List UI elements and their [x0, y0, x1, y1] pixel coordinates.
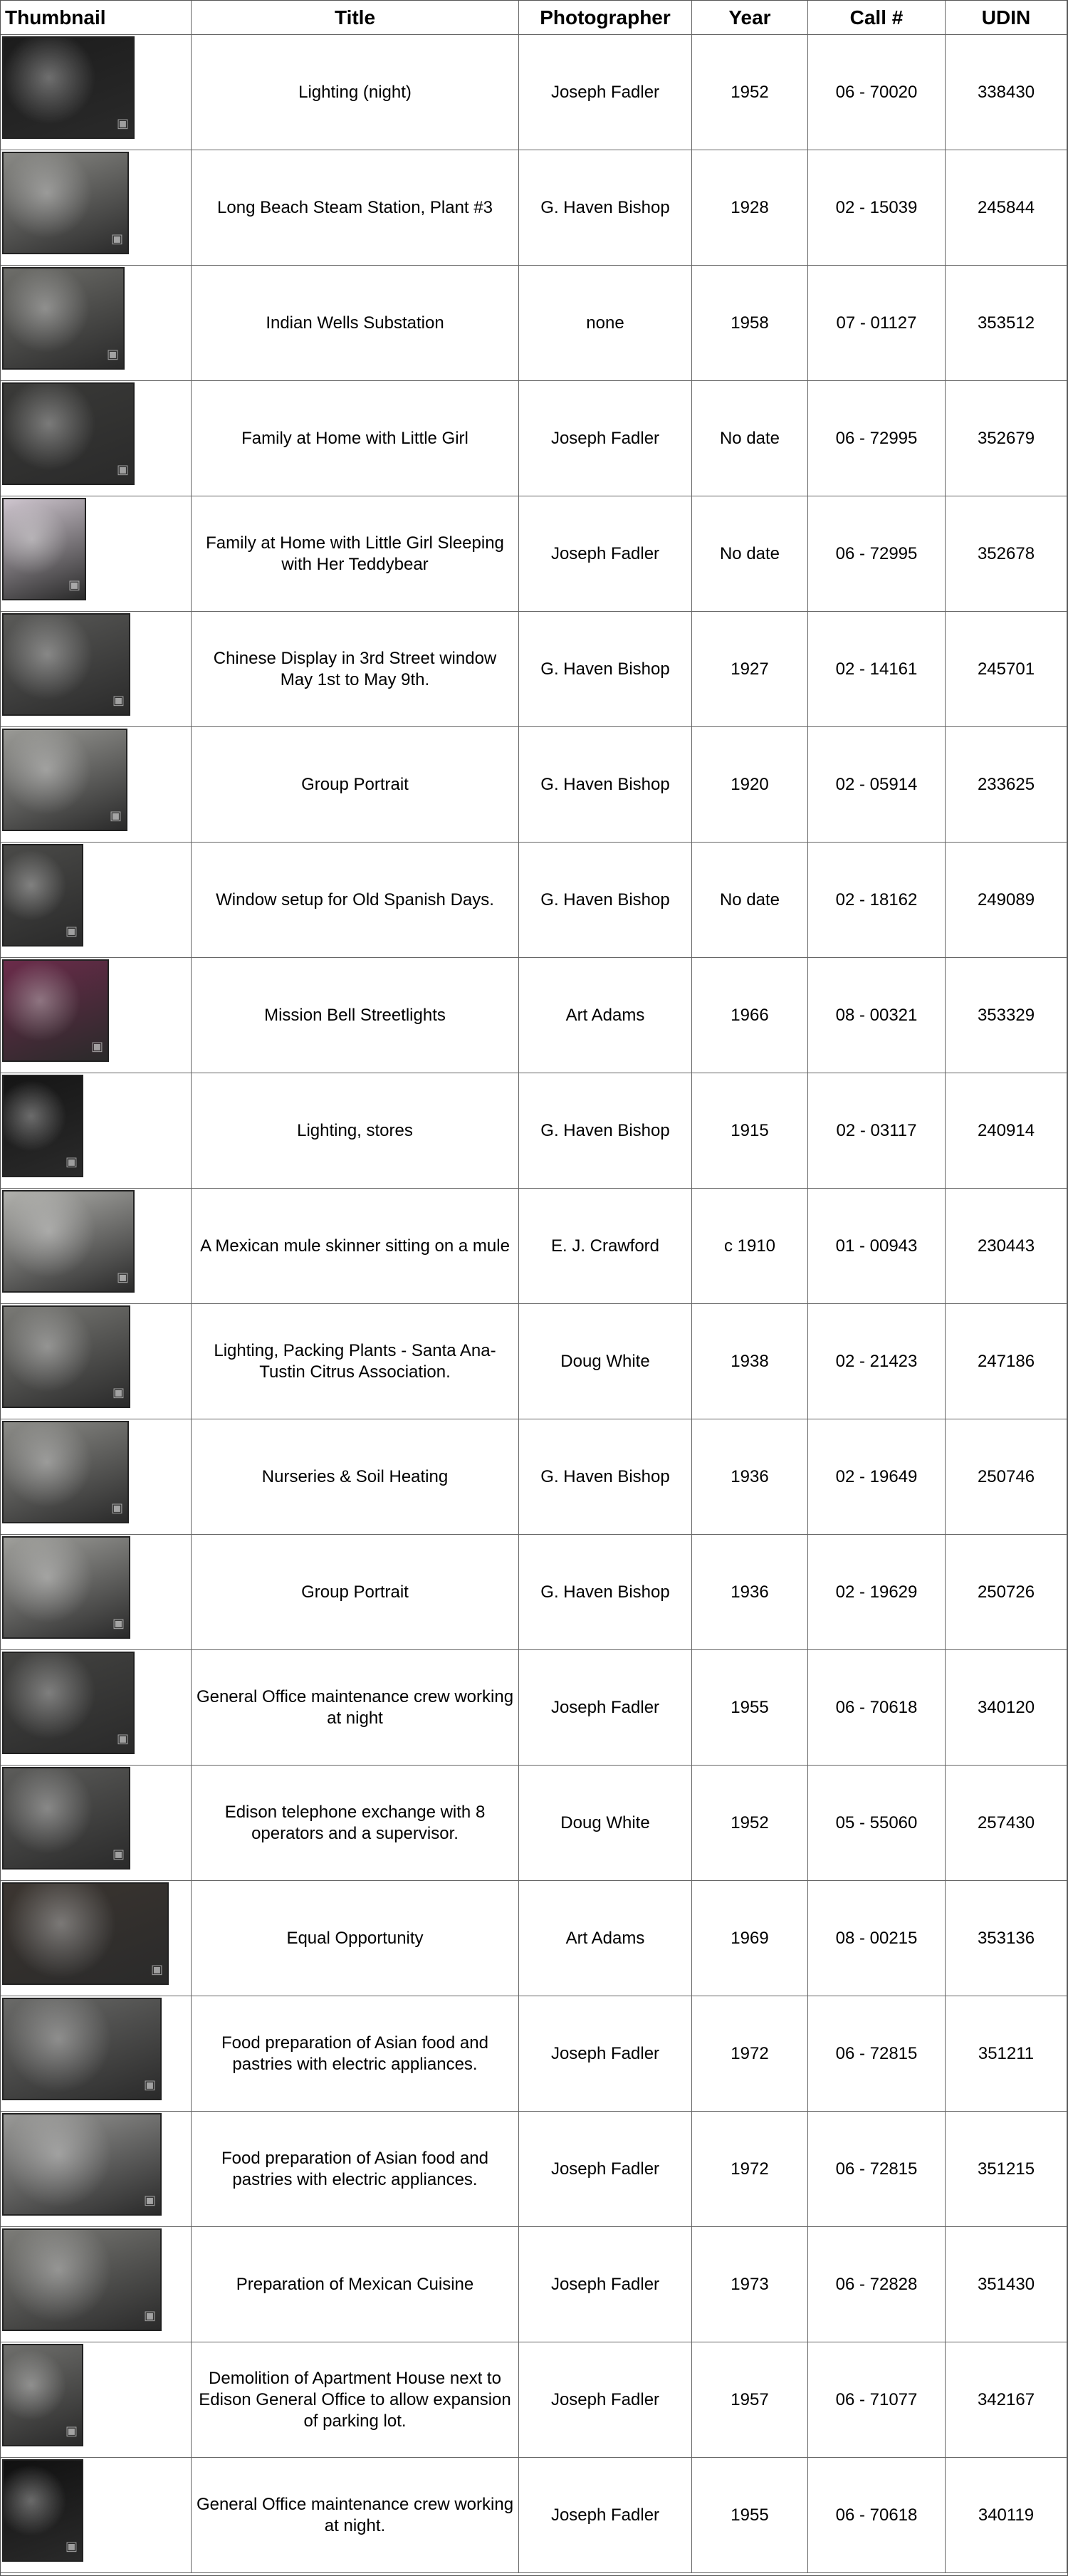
call-number-cell: 02 - 21423 — [808, 1304, 946, 1419]
title-cell: Long Beach Steam Station, Plant #3 — [192, 150, 519, 266]
demolition-photo-icon[interactable] — [2, 2344, 83, 2446]
call-number-cell: 02 - 03117 — [808, 1073, 946, 1189]
udin-cell: 249089 — [946, 843, 1067, 958]
photo-icon: ▣ — [116, 462, 129, 477]
udin-cell: 245701 — [946, 612, 1067, 727]
photo-icon: ▣ — [90, 1039, 103, 1054]
udin-cell: 351215 — [946, 2112, 1067, 2227]
udin-cell: 257430 — [946, 1766, 1067, 1881]
photographer-cell: Joseph Fadler — [519, 496, 692, 612]
photographer-cell: G. Haven Bishop — [519, 1073, 692, 1189]
photo-icon: ▣ — [116, 1270, 129, 1285]
photographer-cell: Joseph Fadler — [519, 1996, 692, 2112]
family-photo-icon[interactable] — [2, 382, 135, 485]
title-cell: Lighting, stores — [192, 1073, 519, 1189]
photographer-cell: Joseph Fadler — [519, 2458, 692, 2573]
call-number-cell: 06 - 71077 — [808, 2342, 946, 2458]
photo-icon: ▣ — [112, 693, 125, 708]
mule-skinner-photo-icon[interactable] — [2, 1190, 135, 1293]
photo-icon: ▣ — [116, 1731, 129, 1746]
window-display-photo-icon[interactable] — [2, 613, 130, 716]
photographer-cell: Art Adams — [519, 1881, 692, 1996]
photographer-cell: Joseph Fadler — [519, 2342, 692, 2458]
title-cell: Preparation of Mexican Cuisine — [192, 2227, 519, 2342]
year-cell: 1966 — [692, 958, 808, 1073]
food-preparation-photo-icon[interactable] — [2, 1998, 162, 2100]
photographer-cell: Art Adams — [519, 958, 692, 1073]
title-cell: Family at Home with Little Girl Sleeping with Her Teddybear — [192, 496, 519, 612]
column-header-year[interactable]: Year — [692, 1, 808, 35]
title-cell: A Mexican mule skinner sitting on a mule — [192, 1189, 519, 1304]
photo-icon: ▣ — [112, 1385, 125, 1400]
food-preparation-photo-icon[interactable] — [2, 2113, 162, 2216]
call-number-cell: 06 - 72995 — [808, 381, 946, 496]
year-cell: 1958 — [692, 266, 808, 381]
call-number-cell: 06 - 70618 — [808, 2458, 946, 2573]
maintenance-crew-photo-icon[interactable] — [2, 1652, 135, 1754]
night-lighting-photo-icon[interactable] — [2, 36, 135, 139]
packing-plant-photo-icon[interactable] — [2, 1305, 130, 1408]
photographer-cell: G. Haven Bishop — [519, 843, 692, 958]
year-cell: 1972 — [692, 2112, 808, 2227]
udin-cell: 247186 — [946, 1304, 1067, 1419]
equal-opportunity-photo-icon[interactable] — [2, 1882, 169, 1985]
maintenance-crew-photo-icon[interactable] — [2, 2459, 83, 2562]
streetlight-photo-icon[interactable] — [2, 959, 109, 1062]
call-number-cell: 08 - 00321 — [808, 958, 946, 1073]
call-number-cell: 02 - 19629 — [808, 1535, 946, 1650]
sleeping-girl-photo-icon[interactable] — [2, 498, 86, 600]
title-cell: Lighting (night) — [192, 35, 519, 150]
call-number-cell: 02 - 05914 — [808, 727, 946, 843]
title-cell: Edison telephone exchange with 8 operators and a supervisor. — [192, 1766, 519, 1881]
group-portrait-photo-icon[interactable] — [2, 729, 127, 831]
year-cell: No date — [692, 496, 808, 612]
photographer-cell: Joseph Fadler — [519, 381, 692, 496]
year-cell: 1955 — [692, 2458, 808, 2573]
column-header-thumbnail[interactable]: Thumbnail — [1, 1, 192, 35]
title-cell: Group Portrait — [192, 1535, 519, 1650]
call-number-cell: 02 - 19649 — [808, 1419, 946, 1535]
udin-cell: 353329 — [946, 958, 1067, 1073]
photo-icon: ▣ — [112, 1616, 125, 1631]
udin-cell: 240914 — [946, 1073, 1067, 1189]
photo-icon: ▣ — [150, 1962, 163, 1977]
call-number-cell: 06 - 72995 — [808, 496, 946, 612]
photo-icon: ▣ — [143, 2308, 156, 2323]
udin-cell: 245844 — [946, 150, 1067, 266]
title-cell: General Office maintenance crew working at night. — [192, 2458, 519, 2573]
photographer-cell: G. Haven Bishop — [519, 150, 692, 266]
udin-cell: 351211 — [946, 1996, 1067, 2112]
call-number-cell: 02 - 15039 — [808, 150, 946, 266]
photographer-cell: G. Haven Bishop — [519, 612, 692, 727]
call-number-cell: 08 - 00215 — [808, 1881, 946, 1996]
title-cell: General Office maintenance crew working at night — [192, 1650, 519, 1766]
year-cell: 1952 — [692, 35, 808, 150]
column-header-udin[interactable]: UDIN — [946, 1, 1067, 35]
title-cell: Nurseries & Soil Heating — [192, 1419, 519, 1535]
photo-icon: ▣ — [109, 808, 122, 823]
title-cell: Indian Wells Substation — [192, 266, 519, 381]
udin-cell: 340120 — [946, 1650, 1067, 1766]
call-number-cell: 02 - 18162 — [808, 843, 946, 958]
photo-icon: ▣ — [65, 1154, 78, 1169]
title-cell: Window setup for Old Spanish Days. — [192, 843, 519, 958]
photo-icon: ▣ — [110, 1501, 123, 1516]
year-cell: No date — [692, 381, 808, 496]
title-cell: Demolition of Apartment House next to Edison General Office to allow expansion of parking lot. — [192, 2342, 519, 2458]
year-cell: 1973 — [692, 2227, 808, 2342]
year-cell: 1969 — [692, 1881, 808, 1996]
call-number-cell: 06 - 72828 — [808, 2227, 946, 2342]
photo-icon: ▣ — [110, 231, 123, 246]
photographer-cell: Doug White — [519, 1304, 692, 1419]
udin-cell: 351430 — [946, 2227, 1067, 2342]
telephone-exchange-photo-icon[interactable] — [2, 1767, 130, 1870]
photographer-cell: Joseph Fadler — [519, 2227, 692, 2342]
photo-icon: ▣ — [68, 578, 80, 593]
year-cell: No date — [692, 843, 808, 958]
year-cell: 1955 — [692, 1650, 808, 1766]
photographer-cell: Joseph Fadler — [519, 2112, 692, 2227]
udin-cell: 340119 — [946, 2458, 1067, 2573]
column-header-call-number[interactable]: Call # — [808, 1, 946, 35]
photographer-cell: Doug White — [519, 1766, 692, 1881]
udin-cell: 353136 — [946, 1881, 1067, 1996]
year-cell: 1938 — [692, 1304, 808, 1419]
call-number-cell: 06 - 70020 — [808, 35, 946, 150]
call-number-cell: 01 - 00943 — [808, 1189, 946, 1304]
year-cell: 1957 — [692, 2342, 808, 2458]
nursery-photo-icon[interactable] — [2, 1421, 129, 1523]
udin-cell: 342167 — [946, 2342, 1067, 2458]
call-number-cell: 07 - 01127 — [808, 266, 946, 381]
steam-station-photo-icon[interactable] — [2, 152, 129, 254]
column-header-title[interactable]: Title — [192, 1, 519, 35]
call-number-cell: 02 - 14161 — [808, 612, 946, 727]
title-cell: Equal Opportunity — [192, 1881, 519, 1996]
udin-cell: 233625 — [946, 727, 1067, 843]
photo-icon: ▣ — [143, 2193, 156, 2208]
udin-cell: 353512 — [946, 266, 1067, 381]
photographer-cell: G. Haven Bishop — [519, 1535, 692, 1650]
udin-cell: 352679 — [946, 381, 1067, 496]
title-cell: Chinese Display in 3rd Street window May 1st to May 9th. — [192, 612, 519, 727]
udin-cell: 352678 — [946, 496, 1067, 612]
udin-cell: 230443 — [946, 1189, 1067, 1304]
photo-icon: ▣ — [116, 116, 129, 131]
call-number-cell: 05 - 55060 — [808, 1766, 946, 1881]
group-portrait-photo-icon[interactable] — [2, 1536, 130, 1639]
year-cell: 1920 — [692, 727, 808, 843]
udin-cell: 250726 — [946, 1535, 1067, 1650]
photo-icon: ▣ — [65, 924, 78, 939]
year-cell: 1952 — [692, 1766, 808, 1881]
photographer-cell: G. Haven Bishop — [519, 727, 692, 843]
title-cell: Mission Bell Streetlights — [192, 958, 519, 1073]
year-cell: 1936 — [692, 1535, 808, 1650]
year-cell: 1972 — [692, 1996, 808, 2112]
title-cell: Family at Home with Little Girl — [192, 381, 519, 496]
photographer-cell: none — [519, 266, 692, 381]
substation-photo-icon[interactable] — [2, 267, 125, 370]
window-setup-photo-icon[interactable] — [2, 844, 83, 947]
year-cell: c 1910 — [692, 1189, 808, 1304]
column-header-photographer[interactable]: Photographer — [519, 1, 692, 35]
year-cell: 1928 — [692, 150, 808, 266]
year-cell: 1927 — [692, 612, 808, 727]
photo-icon: ▣ — [112, 1847, 125, 1862]
title-cell: Group Portrait — [192, 727, 519, 843]
photo-icon: ▣ — [65, 2539, 78, 2554]
photo-icon: ▣ — [143, 2077, 156, 2092]
mexican-cuisine-photo-icon[interactable] — [2, 2228, 162, 2331]
call-number-cell: 06 - 72815 — [808, 2112, 946, 2227]
udin-cell: 338430 — [946, 35, 1067, 150]
title-cell: Food preparation of Asian food and pastries with electric appliances. — [192, 2112, 519, 2227]
photographer-cell: E. J. Crawford — [519, 1189, 692, 1304]
year-cell: 1936 — [692, 1419, 808, 1535]
title-cell: Lighting, Packing Plants - Santa Ana-Tustin Citrus Association. — [192, 1304, 519, 1419]
udin-cell: 250746 — [946, 1419, 1067, 1535]
call-number-cell: 06 - 72815 — [808, 1996, 946, 2112]
call-number-cell: 06 - 70618 — [808, 1650, 946, 1766]
thumbnail-cell — [1, 1881, 192, 1996]
title-cell: Food preparation of Asian food and pastries with electric appliances. — [192, 1996, 519, 2112]
photographer-cell: Joseph Fadler — [519, 35, 692, 150]
store-lighting-photo-icon[interactable] — [2, 1075, 83, 1177]
photo-icon: ▣ — [106, 347, 119, 362]
year-cell: 1915 — [692, 1073, 808, 1189]
photo-icon: ▣ — [65, 2424, 78, 2439]
photographer-cell: Joseph Fadler — [519, 1650, 692, 1766]
photographer-cell: G. Haven Bishop — [519, 1419, 692, 1535]
